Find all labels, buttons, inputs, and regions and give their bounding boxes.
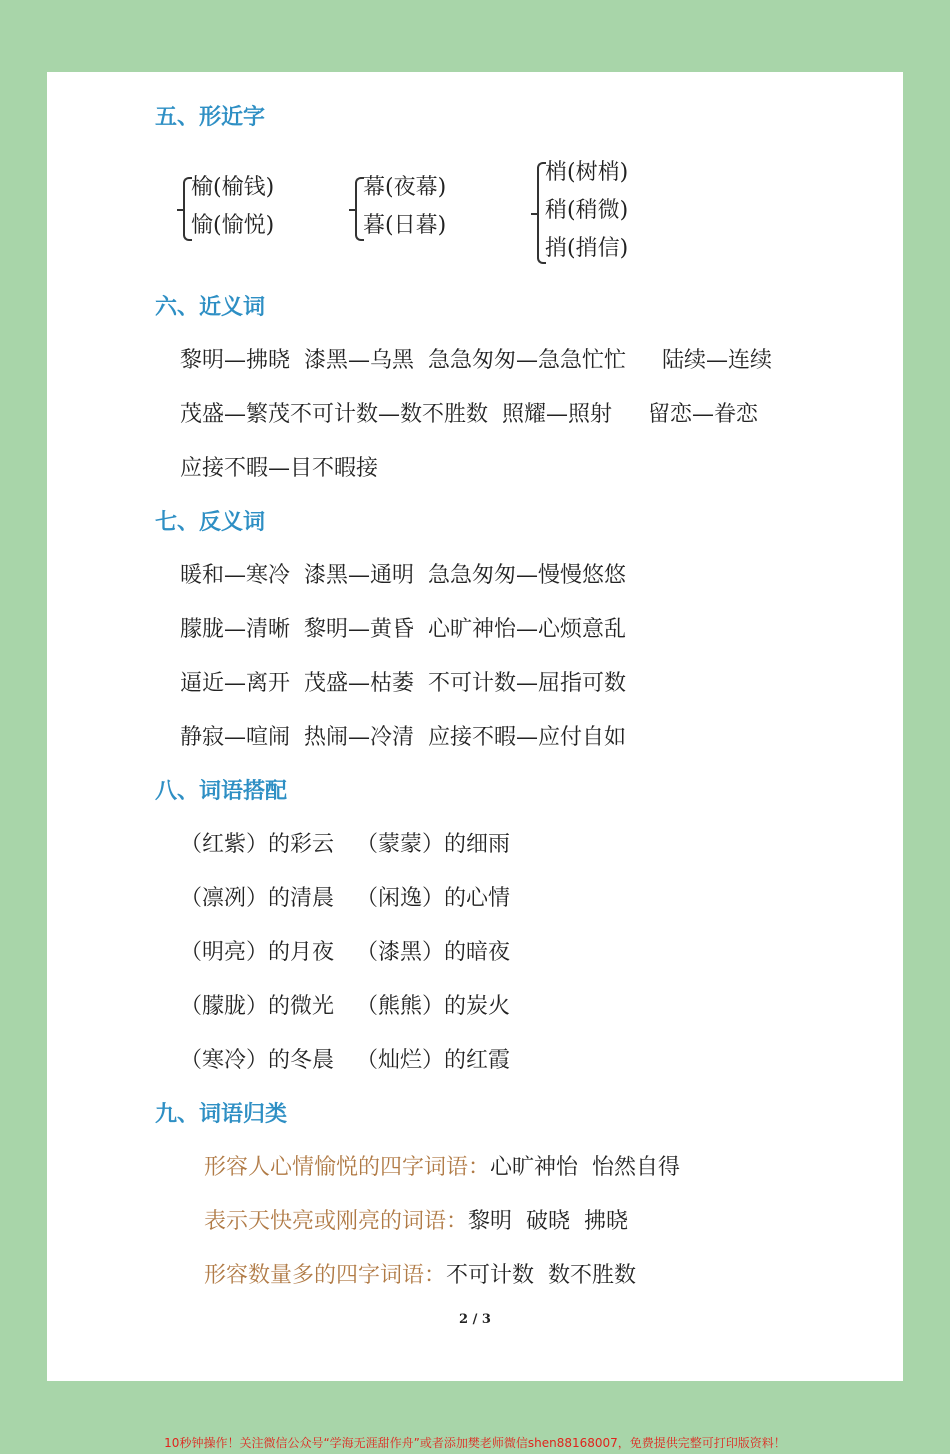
collocation: （灿烂）的红霞 (356, 1048, 511, 1073)
antonym-pair: 茂盛—枯萎 (304, 671, 415, 696)
similar-char: 梢(树梢) (545, 160, 629, 185)
synonym-line (180, 343, 786, 374)
section-heading-synonyms: 六、近义词 (155, 295, 266, 320)
antonym-pair: 朦胧—清晰 (180, 617, 291, 642)
similar-char-group-3 (537, 154, 628, 268)
collocation: （明亮）的月夜 (180, 940, 335, 965)
antonym-pair: 急急匆匆—慢慢悠悠 (428, 563, 627, 588)
collocation: （闲逸）的心情 (356, 886, 511, 911)
similar-char: 捎(捎信) (545, 236, 629, 261)
similar-char-group-2 (355, 169, 446, 245)
synonym-pair: 漆黑—乌黑 (304, 348, 415, 373)
antonym-pair: 静寂—喧闹 (180, 725, 291, 750)
brace-icon (355, 177, 364, 241)
synonym-pair: 茂盛—繁茂 (180, 402, 291, 427)
antonym-pair: 暖和—寒冷 (180, 563, 291, 588)
classification-word: 破晓 (526, 1209, 571, 1234)
similar-char-group-1 (183, 169, 274, 245)
synonym-pair: 应接不暇—目不暇接 (180, 456, 379, 481)
synonym-pair: 陆续—连续 (662, 348, 773, 373)
similar-char: 榆(榆钱) (191, 175, 275, 200)
collocation: （寒冷）的冬晨 (180, 1048, 335, 1073)
synonym-pair: 急急匆匆—急急忙忙 (428, 348, 627, 373)
collocation: （红紫）的彩云 (180, 832, 335, 857)
antonym-pair: 热闹—冷清 (304, 725, 415, 750)
worksheet-page (47, 72, 903, 1381)
antonym-line (180, 612, 640, 643)
antonym-pair: 应接不暇—应付自如 (428, 725, 627, 750)
collocation-line (180, 1043, 532, 1074)
classification-label: 形容数量多的四字词语： (204, 1263, 447, 1288)
synonym-line (180, 451, 392, 482)
classification-label: 形容人心情愉悦的四字词语： (204, 1155, 491, 1180)
collocation-line (180, 827, 532, 858)
collocation-line (180, 935, 532, 966)
classification-word: 不可计数 (446, 1263, 535, 1288)
antonym-line (180, 558, 640, 589)
classification-line (204, 1150, 694, 1181)
collocation: （漆黑）的暗夜 (356, 940, 511, 965)
synonym-pair: 黎明—拂晓 (180, 348, 291, 373)
collocation: （蒙蒙）的细雨 (356, 832, 511, 857)
classification-word: 拂晓 (584, 1209, 629, 1234)
collocation: （朦胧）的微光 (180, 994, 335, 1019)
section-heading-similar-chars: 五、形近字 (155, 105, 266, 130)
similar-char: 幕(夜幕) (363, 175, 447, 200)
page-number: 2 / 3 (459, 1312, 491, 1327)
classification-word: 黎明 (468, 1209, 513, 1234)
classification-label: 表示天快亮或刚亮的词语： (204, 1209, 469, 1234)
antonym-line (180, 666, 640, 697)
similar-char: 愉(愉悦) (191, 213, 275, 238)
synonym-pair: 留恋—眷恋 (648, 402, 759, 427)
antonym-line (180, 720, 640, 751)
classification-word: 心旷神怡 (490, 1155, 579, 1180)
collocation: （熊熊）的炭火 (356, 994, 511, 1019)
collocation: （凛冽）的清晨 (180, 886, 335, 911)
synonym-pair: 不可计数—数不胜数 (290, 402, 489, 427)
classification-line (204, 1204, 642, 1235)
antonym-pair: 不可计数—屈指可数 (428, 671, 627, 696)
collocation-line (180, 881, 532, 912)
antonym-pair: 漆黑—通明 (304, 563, 415, 588)
brace-icon (183, 177, 192, 241)
antonym-pair: 逼近—离开 (180, 671, 291, 696)
classification-line (204, 1258, 650, 1289)
synonym-pair: 照耀—照射 (502, 402, 613, 427)
collocation-line (180, 989, 532, 1020)
similar-char: 稍(稍微) (545, 198, 629, 223)
section-heading-collocations: 八、词语搭配 (155, 779, 288, 804)
antonym-pair: 心旷神怡—心烦意乱 (428, 617, 627, 642)
similar-char: 暮(日暮) (363, 213, 447, 238)
section-heading-classification: 九、词语归类 (155, 1102, 288, 1127)
section-heading-antonyms: 七、反义词 (155, 510, 266, 535)
promo-footer-text: 10秒钟操作！关注微信公众号“学海无涯甜作舟”或者添加樊老师微信shen88168007，免费提供完整可打印版资料！ (164, 1436, 786, 1450)
brace-icon (537, 162, 546, 264)
antonym-pair: 黎明—黄昏 (304, 617, 415, 642)
synonym-line (180, 397, 772, 428)
classification-word: 数不胜数 (548, 1263, 637, 1288)
classification-word: 怡然自得 (592, 1155, 681, 1180)
